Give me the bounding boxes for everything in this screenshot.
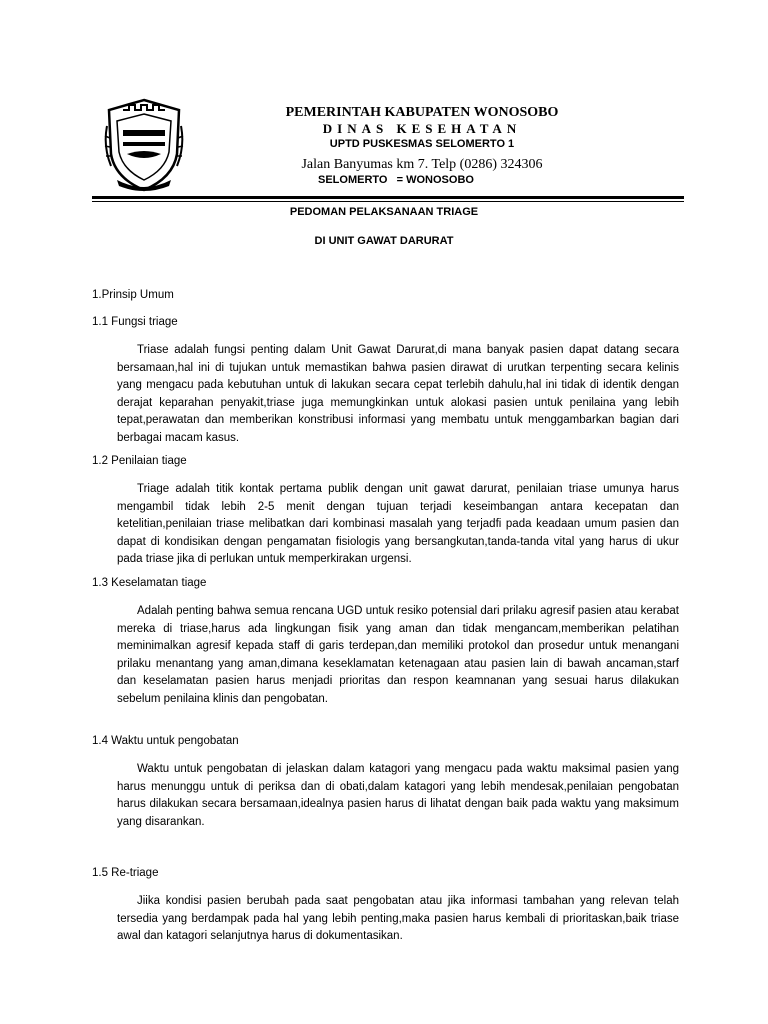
section-paragraph-1-1: Triase adalah fungsi penting dalam Unit Gawat Darurat,di mana banyak pasien dapat datang secara bersamaan,hal ini di tujukan untuk memastikan bahwa pasien dirawat di urutkan terpenting secara kelinis yang mengacu pada kebutuhan untuk di lakukan secara cepat terlebih dahulu,hal ini tidak di identik dengan derajat keparahan penyakit,triase juga memungkinkan untuk alokasi pasien untuk penilaina yang lebih tepat,perawatan dan memberikan konstribusi informasi yang membatu untuk menggambarkan bagian dari berbagai macam kasus. <box>117 344 679 444</box>
government-name: PEMERINTAH KABUPATEN WONOSOBO <box>285 105 559 120</box>
section-paragraph-1-5: Jiika kondisi pasien berubah pada saat pengobatan atau jika informasi tambahan yang relevan telah tersedia yang berdampak pada hal yang lebih penting,maka pasien harus kembali di prioritaskan,baik triase awal dan katagori selanjutnya harus di dokumentasikan. <box>117 895 679 943</box>
letterhead-divider-thin <box>92 201 684 202</box>
section-heading-1-4: 1.4 Waktu untuk pengobatan <box>92 735 239 747</box>
section-paragraph-1-3: Adalah penting bahwa semua rencana UGD untuk resiko potensial dari prilaku agresif pasien atau kerabat mereka di triase,harus ada lingkungan fisik yang aman dan tidak mengancam,memberikan pelatihan meminimalkan agresif kepada staff di garis terdepan,dan memiliki protokol dan prosedur untuk menangani prilaku menantang yang aman,dimana keseklamatan ketenagaan atau pasien lain di bawah ancaman,starf dan keselamatan pasien harus menjadi prioritas dan respon keamnanan yang sesuai harus dilakukan sebelum penilaina klinis dan pengobatan. <box>117 605 679 705</box>
city-line: SELOMERTO = WONOSOBO <box>318 174 474 186</box>
department-name: DINAS KESEHATAN <box>322 121 522 136</box>
section-heading-1-2: 1.2 Penilaian tiage <box>92 455 187 467</box>
section-heading-1-5: 1.5 Re-triage <box>92 867 159 879</box>
section-heading-1-1: 1.1 Fungsi triage <box>92 316 178 328</box>
section-heading-principle: 1.Prinsip Umum <box>92 289 174 301</box>
section-paragraph-1-2: Triage adalah titik kontak pertama publik dengan unit gawat darurat, penilaian triase umunya harus mengambil tidak lebih 2-5 menit dengan tujuan terjadi keseimbangan antara kecepatan dan ketelitian,penilaian triase melibatkan dari kombinasi masalah yang terjadfi pada keadaan umum pasien dan dapat di kondisikan dengan pengamatan fisiologis yang bersangkutan,tanda-tanda vital yang harus di ukur pada triase jika di perlukan untuk memperkirakan urgensi. <box>117 483 679 566</box>
document-title-line1: PEDOMAN PELAKSANAAN TRIAGE <box>289 206 479 218</box>
section-paragraph-1-4: Waktu untuk pengobatan di jelaskan dalam katagori yang mengacu pada waktu maksimal pasien yang harus menunggu untuk di periksa dan di obati,dalam katagori yang lebih mendesak,penilaian pengobatan harus dilakukan secara bersamaan,idealnya pasien harus di lihatat dengan baik pada waktu yang maksimum yang disarankan. <box>117 763 679 828</box>
section-heading-1-3: 1.3 Keselamatan tiage <box>92 577 207 589</box>
regency-crest-icon <box>103 96 185 194</box>
letterhead-divider-thick <box>92 196 684 199</box>
unit-name: UPTD PUSKESMAS SELOMERTO 1 <box>329 138 515 150</box>
address-line: Jalan Banyumas km 7. Telp (0286) 324306 <box>301 157 543 172</box>
document-title-line2: DI UNIT GAWAT DARURAT <box>314 235 454 247</box>
